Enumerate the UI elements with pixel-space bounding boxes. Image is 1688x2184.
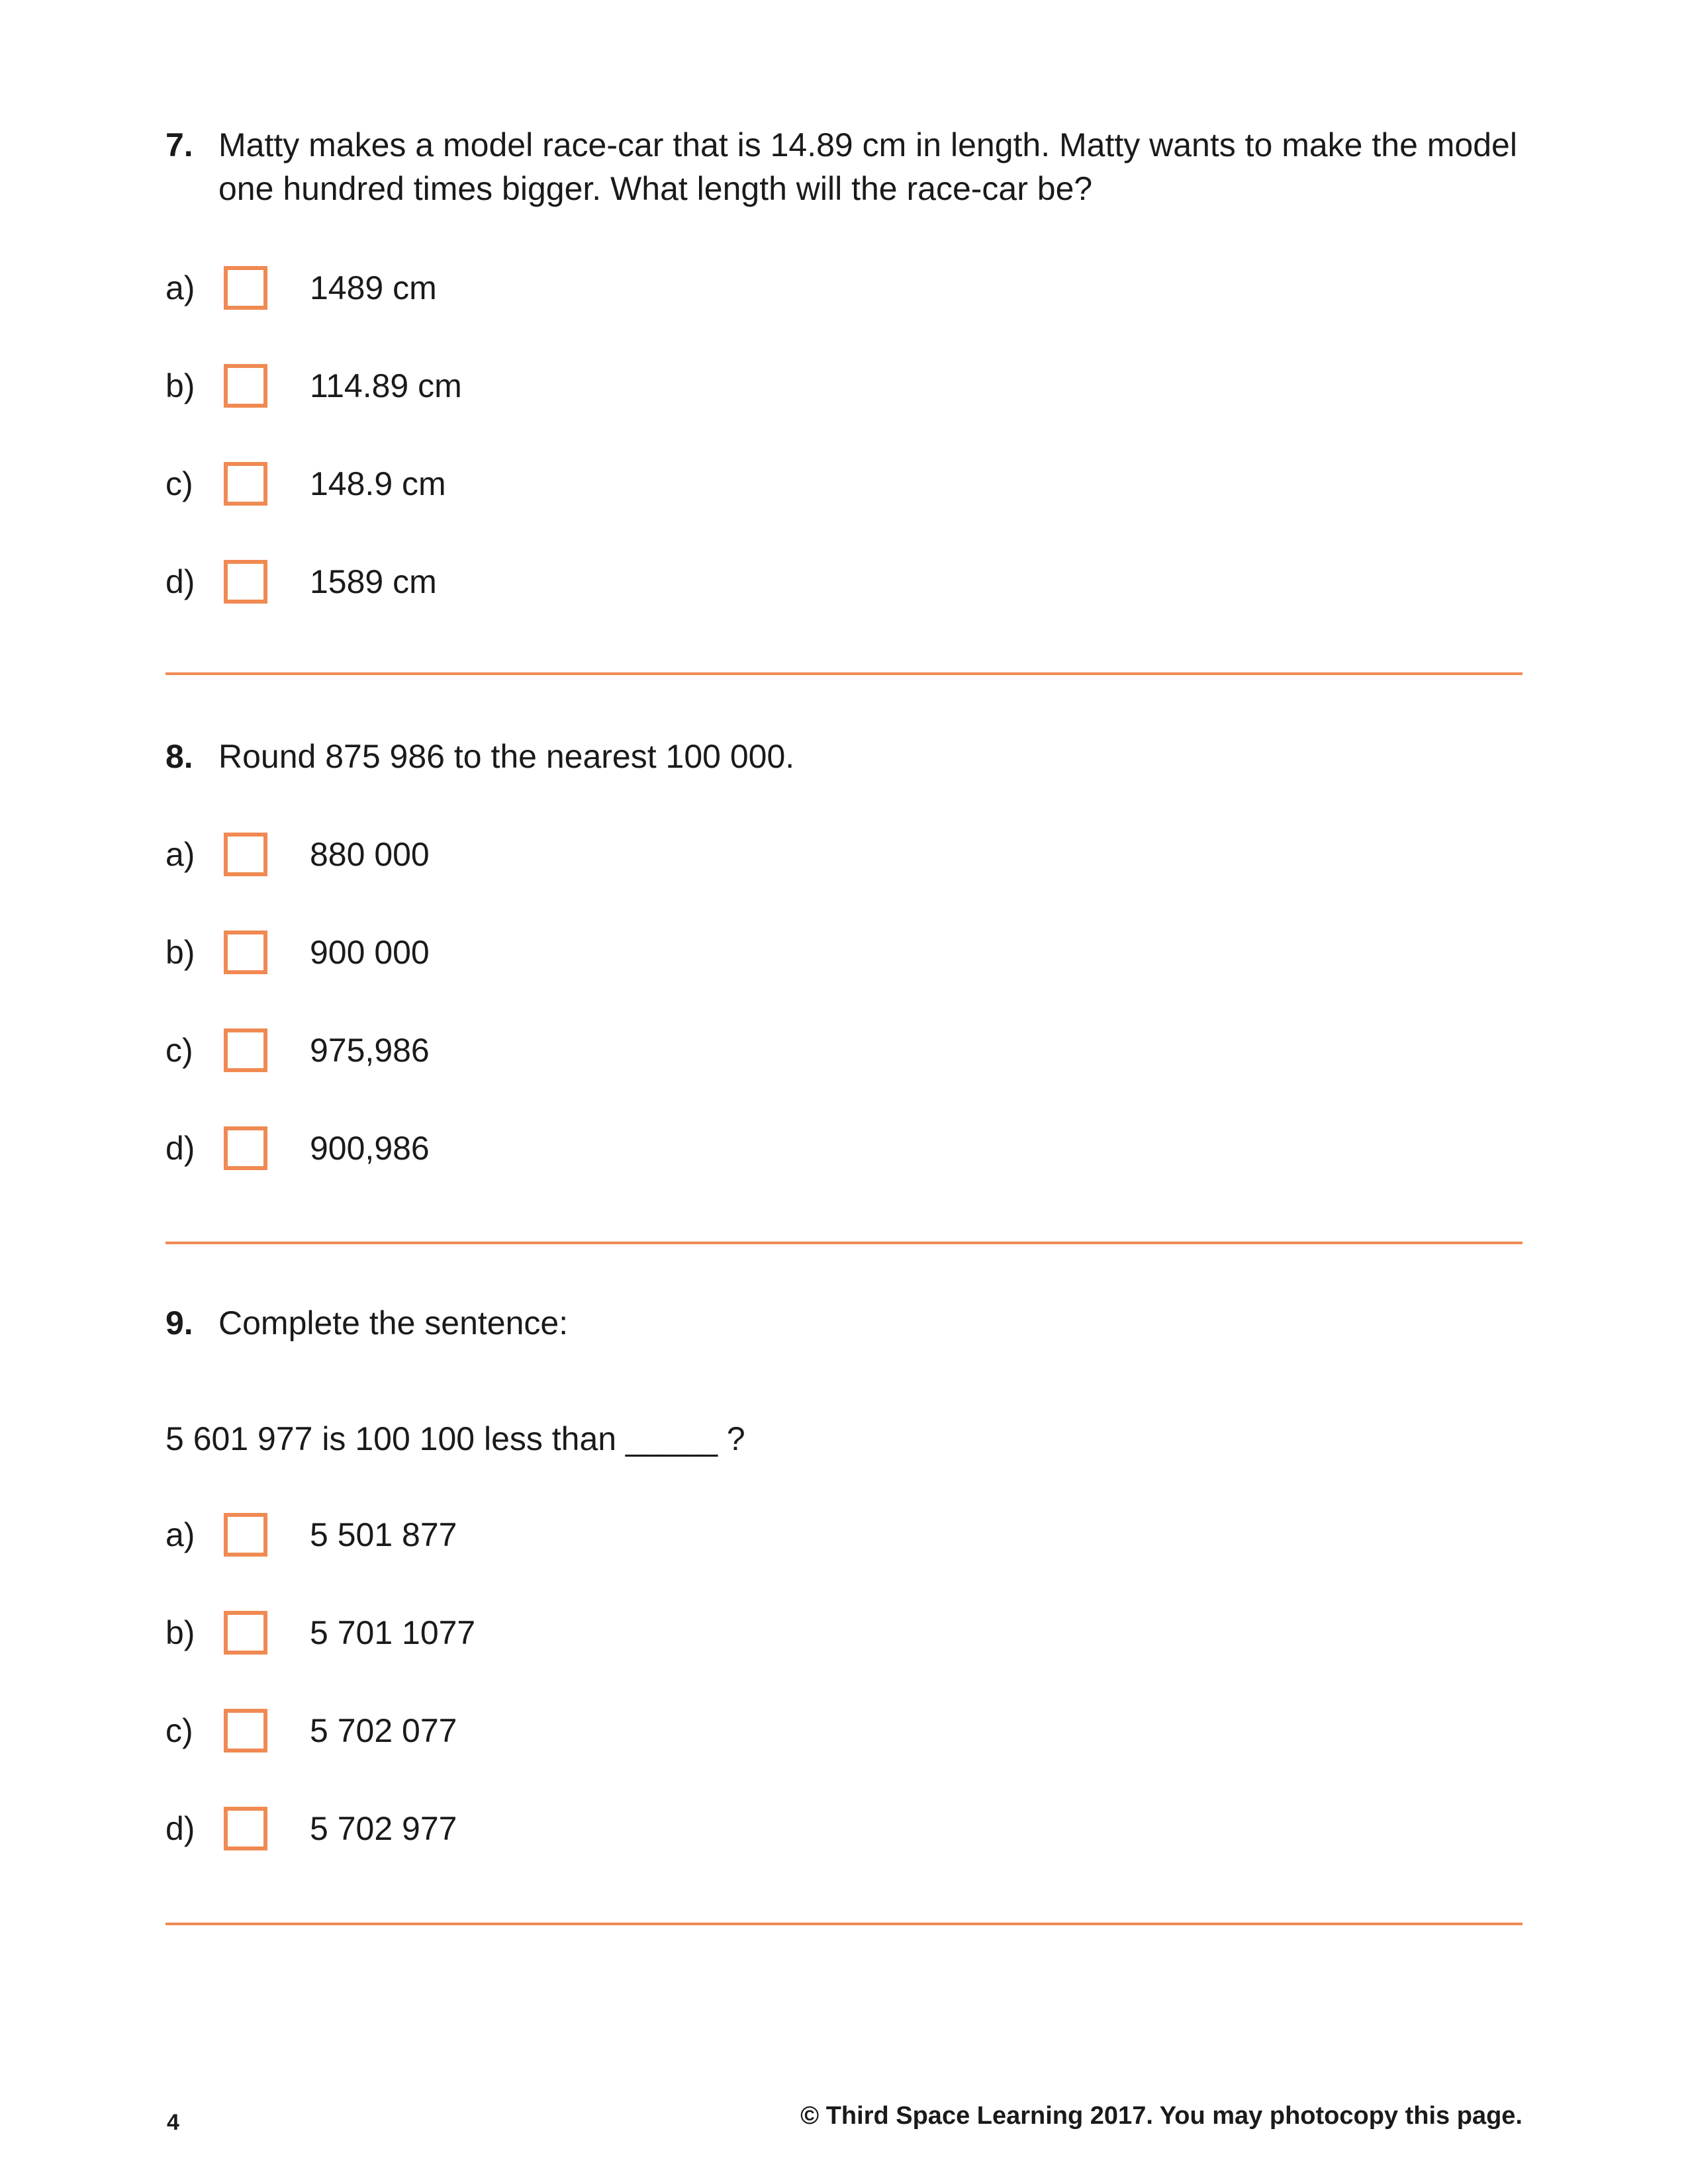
option-letter: b) (165, 367, 195, 404)
option-text: 148.9 cm (310, 465, 446, 502)
q9-option-b[interactable] (165, 1607, 475, 1659)
answer-checkbox[interactable] (224, 462, 267, 506)
q7-option-b[interactable] (165, 360, 462, 412)
answer-checkbox[interactable] (224, 1709, 267, 1752)
q9-option-a[interactable] (165, 1509, 457, 1561)
answer-checkbox[interactable] (224, 364, 267, 408)
question-9-sentence: 5 601 977 is 100 100 less than _____ ? (165, 1420, 745, 1457)
q9-option-d[interactable] (165, 1803, 457, 1854)
q7-option-a[interactable] (165, 262, 437, 314)
option-text: 1489 cm (310, 269, 437, 306)
option-letter: a) (165, 269, 195, 306)
option-letter: c) (165, 1712, 193, 1749)
option-letter: d) (165, 1130, 195, 1167)
question-8-heading (165, 735, 1523, 778)
option-text: 1589 cm (310, 563, 437, 600)
q8-option-b[interactable] (165, 927, 430, 978)
page-number: 4 (167, 2110, 179, 2135)
q9-option-c[interactable] (165, 1705, 457, 1756)
question-8 (165, 735, 1523, 778)
question-9 (165, 1301, 1523, 1345)
question-text: Round 875 986 to the nearest 100 000. (218, 738, 795, 775)
question-number: 9. (165, 1304, 193, 1342)
option-text: 114.89 cm (310, 367, 462, 404)
q7-option-d[interactable] (165, 556, 437, 608)
option-letter: a) (165, 1516, 195, 1553)
answer-checkbox[interactable] (224, 1611, 267, 1655)
option-text: 5 702 077 (310, 1712, 457, 1749)
answer-checkbox[interactable] (224, 1028, 267, 1072)
question-number: 7. (165, 126, 193, 163)
question-text: Matty makes a model race-car that is 14.89 cm in length. Matty wants to make the model one hundred times bigger. What length will the race-car be? (218, 126, 1517, 207)
answer-checkbox[interactable] (224, 1126, 267, 1170)
question-9-heading (165, 1301, 1523, 1345)
option-letter: d) (165, 563, 195, 600)
answer-checkbox[interactable] (224, 266, 267, 310)
q8-option-d[interactable] (165, 1122, 430, 1174)
option-text: 900 000 (310, 934, 430, 971)
section-divider (165, 1242, 1523, 1244)
option-letter: b) (165, 934, 195, 971)
answer-checkbox[interactable] (224, 560, 267, 604)
question-number: 8. (165, 738, 193, 775)
option-letter: b) (165, 1614, 195, 1651)
option-text: 880 000 (310, 836, 430, 873)
answer-checkbox[interactable] (224, 1513, 267, 1557)
q7-option-c[interactable] (165, 458, 446, 510)
option-text: 975,986 (310, 1032, 430, 1069)
answer-checkbox[interactable] (224, 931, 267, 974)
q8-option-c[interactable] (165, 1024, 430, 1076)
option-text: 900,986 (310, 1130, 430, 1167)
answer-checkbox[interactable] (224, 833, 267, 876)
q8-option-a[interactable] (165, 829, 430, 880)
copyright-notice: © Third Space Learning 2017. You may photocopy this page. (800, 2102, 1523, 2130)
answer-checkbox[interactable] (224, 1807, 267, 1850)
question-7-heading (165, 123, 1523, 210)
section-divider (165, 672, 1523, 675)
option-letter: a) (165, 836, 195, 873)
section-divider (165, 1923, 1523, 1925)
question-7 (165, 123, 1523, 210)
option-text: 5 501 877 (310, 1516, 457, 1553)
option-letter: d) (165, 1810, 195, 1847)
option-text: 5 702 977 (310, 1810, 457, 1847)
option-letter: c) (165, 465, 193, 502)
option-text: 5 701 1077 (310, 1614, 476, 1651)
question-text: Complete the sentence: (218, 1304, 569, 1342)
option-letter: c) (165, 1032, 193, 1069)
